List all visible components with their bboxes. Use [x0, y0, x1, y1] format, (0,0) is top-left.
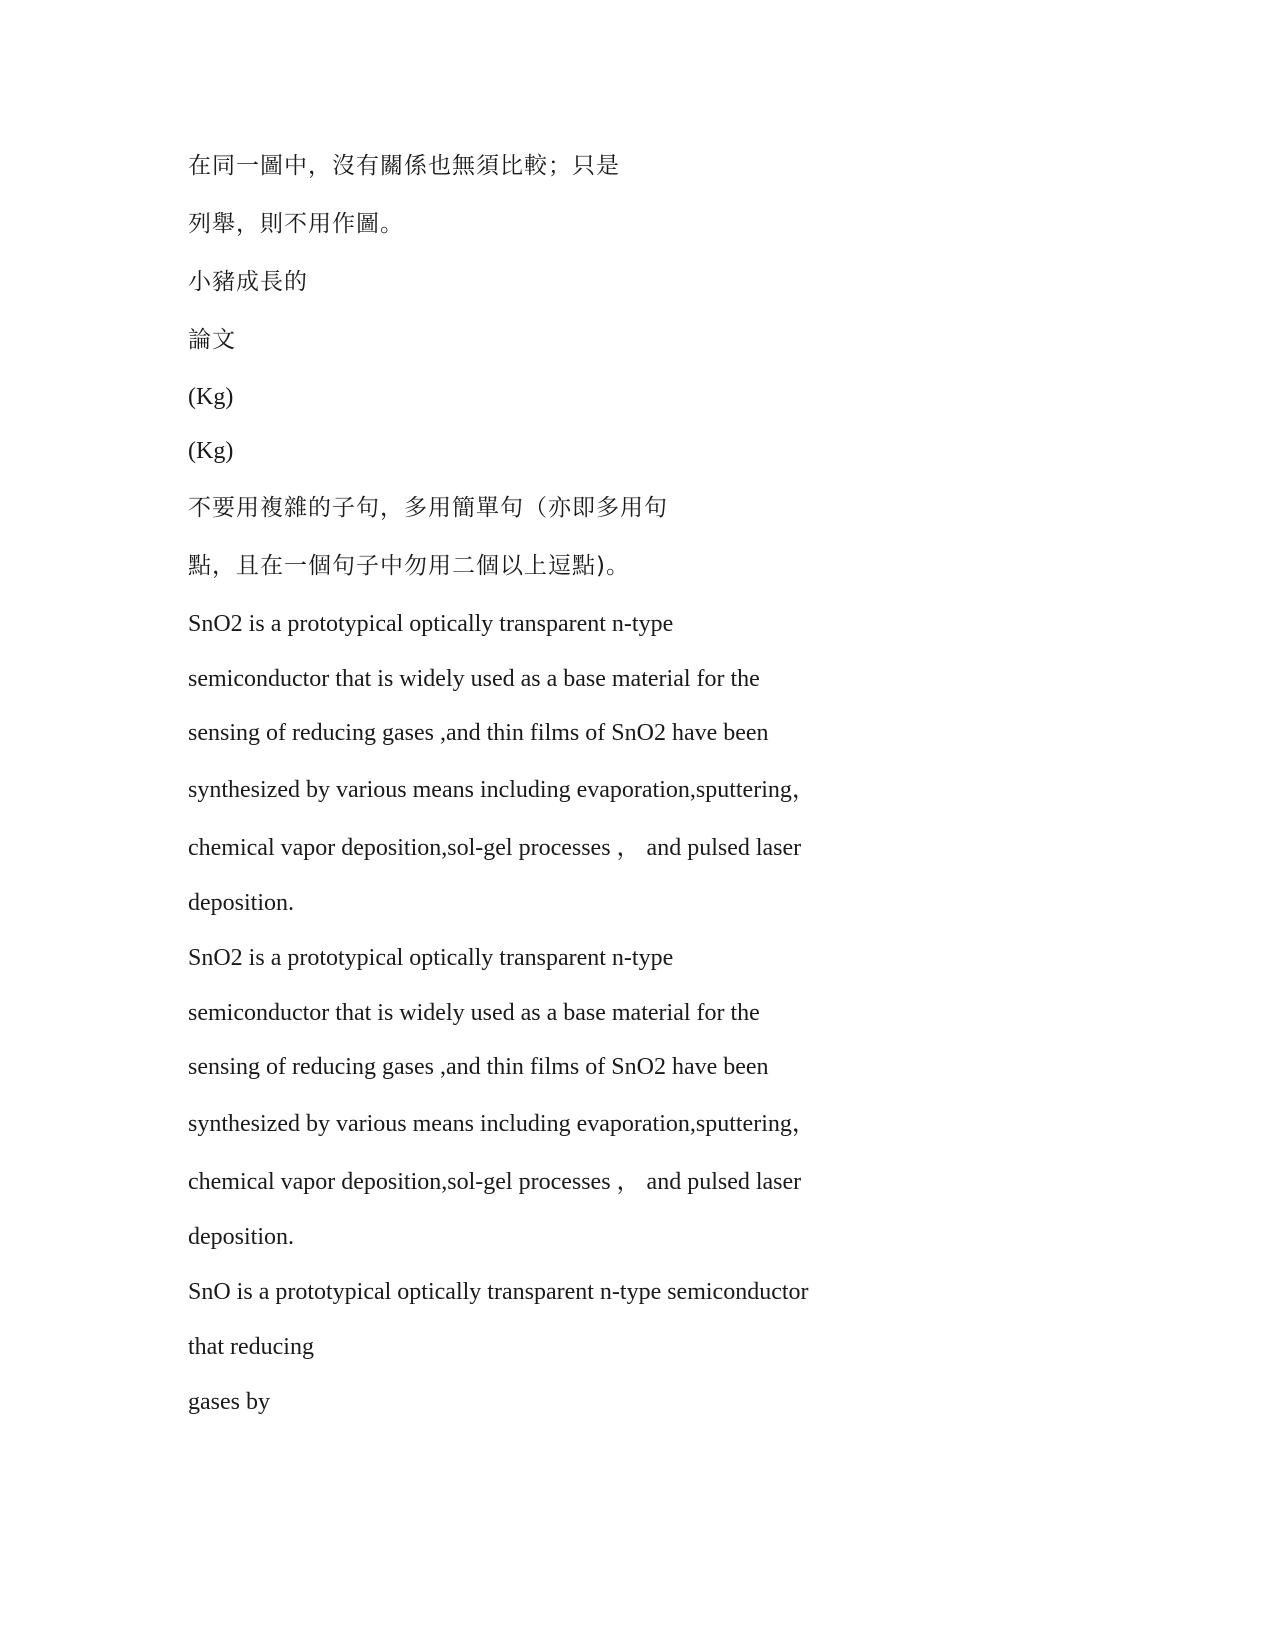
- text-line: SnO2 is a prototypical optically transparent n-type: [188, 611, 674, 637]
- text-line: deposition.: [188, 890, 294, 916]
- text-line: that reducing: [188, 1334, 314, 1360]
- text-line: SnO2 is a prototypical optically transparent n-type: [188, 945, 674, 971]
- text-line: SnO is a prototypical optically transparent n-type semiconductor: [188, 1279, 809, 1305]
- text-line: 不要用複雜的子句，多用簡單句（亦即多用句: [188, 495, 668, 521]
- text-line: sensing of reducing gases ,and thin films of SnO2 have been: [188, 720, 769, 746]
- text-line: gases by: [188, 1389, 270, 1415]
- text-line: deposition.: [188, 1224, 294, 1250]
- text-line: (Kg): [188, 384, 234, 410]
- text-line: semiconductor that is widely used as a base material for the: [188, 666, 760, 692]
- text-line: 列舉，則不用作圖。: [188, 211, 404, 237]
- text-line: chemical vapor deposition,sol-gel processes ， and pulsed laser: [188, 1169, 802, 1195]
- text-line: (Kg): [188, 438, 234, 464]
- text-line: chemical vapor deposition,sol-gel processes ， and pulsed laser: [188, 835, 802, 861]
- text-line: 點，且在一個句子中勿用二個以上逗點)。: [188, 553, 630, 579]
- text-line: synthesized by various means including evaporation,sputtering，: [188, 1111, 816, 1137]
- text-line: semiconductor that is widely used as a base material for the: [188, 1000, 760, 1026]
- text-line: 論文: [188, 327, 236, 353]
- text-line: 在同一圖中，沒有關係也無須比較；只是: [188, 153, 620, 179]
- text-line: 小豬成長的: [188, 269, 308, 295]
- text-line: synthesized by various means including evaporation,sputtering，: [188, 777, 816, 803]
- text-line: sensing of reducing gases ,and thin films of SnO2 have been: [188, 1054, 769, 1080]
